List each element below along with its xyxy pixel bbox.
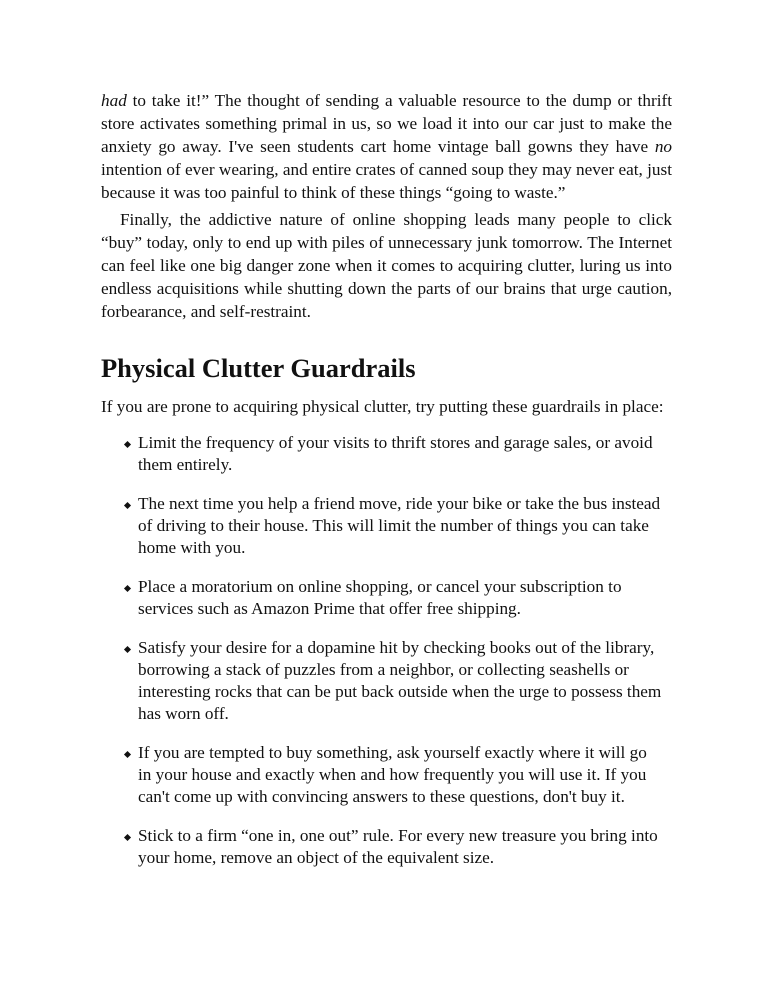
diamond-bullet-icon: [124, 585, 131, 592]
diamond-bullet-icon: [124, 751, 131, 758]
section-heading: Physical Clutter Guardrails: [101, 353, 416, 383]
paragraph-continuation: [101, 89, 672, 204]
list-item: [122, 432, 662, 476]
list-item-text: The next time you help a friend move, ride your bike or take the bus instead of driving to their house. This will limit the number of things you can take home with you.: [138, 494, 661, 557]
list-item: [122, 742, 662, 808]
diamond-bullet-icon: [124, 646, 131, 653]
paragraph-text: intention of ever wearing, and entire crates of canned soup they may never eat, just because it was too painful to think of these things “going to waste.”: [101, 160, 672, 202]
list-item: [122, 576, 662, 620]
list-item-text: Stick to a firm “one in, one out” rule. For every new treasure you bring into your home, remove an object of the equivalent size.: [138, 826, 658, 867]
guardrails-list: [122, 432, 662, 869]
list-item: [122, 493, 662, 559]
diamond-bullet-icon: [124, 834, 131, 841]
list-item-text: Place a moratorium on online shopping, or cancel your subscription to services such as Amazon Prime that offer free shipping.: [138, 577, 622, 618]
list-item-text: Satisfy your desire for a dopamine hit by checking books out of the library, borrowing a stack of puzzles from a neighbor, or collecting seashells or interesting rocks that can be put back outside when the urge to possess them has worn off.: [138, 638, 662, 723]
paragraph-text: to take it!” The thought of sending a valuable resource to the dump or thrift store activates something primal in us, so we load it into our car just to make the anxiety go away. I've seen students cart home vintage ball gowns they have: [101, 91, 672, 156]
diamond-bullet-icon: [124, 441, 131, 448]
paragraph-online-shopping: Finally, the addictive nature of online shopping leads many people to click “buy” today, only to end up with piles of unnecessary junk tomorrow. The Internet can feel like one big danger zone when it comes to acquiring clutter, luring us into endless acquisitions while shutting down the parts of our brains that urge caution, forbearance, and self-restraint.: [101, 210, 672, 321]
list-item: [122, 825, 662, 869]
section-intro: If you are prone to acquiring physical clutter, try putting these guardrails in place:: [101, 397, 664, 416]
emphasis-had: had: [101, 91, 127, 110]
emphasis-no: no: [654, 137, 672, 156]
page-content: [101, 89, 672, 886]
list-item: [122, 637, 662, 725]
list-item-text: If you are tempted to buy something, ask yourself exactly where it will go in your house and exactly when and how frequently you will use it. If you can't come up with convincing answers to these questions, don't buy it.: [138, 743, 647, 806]
diamond-bullet-icon: [124, 502, 131, 509]
list-item-text: Limit the frequency of your visits to thrift stores and garage sales, or avoid them entirely.: [138, 433, 653, 474]
